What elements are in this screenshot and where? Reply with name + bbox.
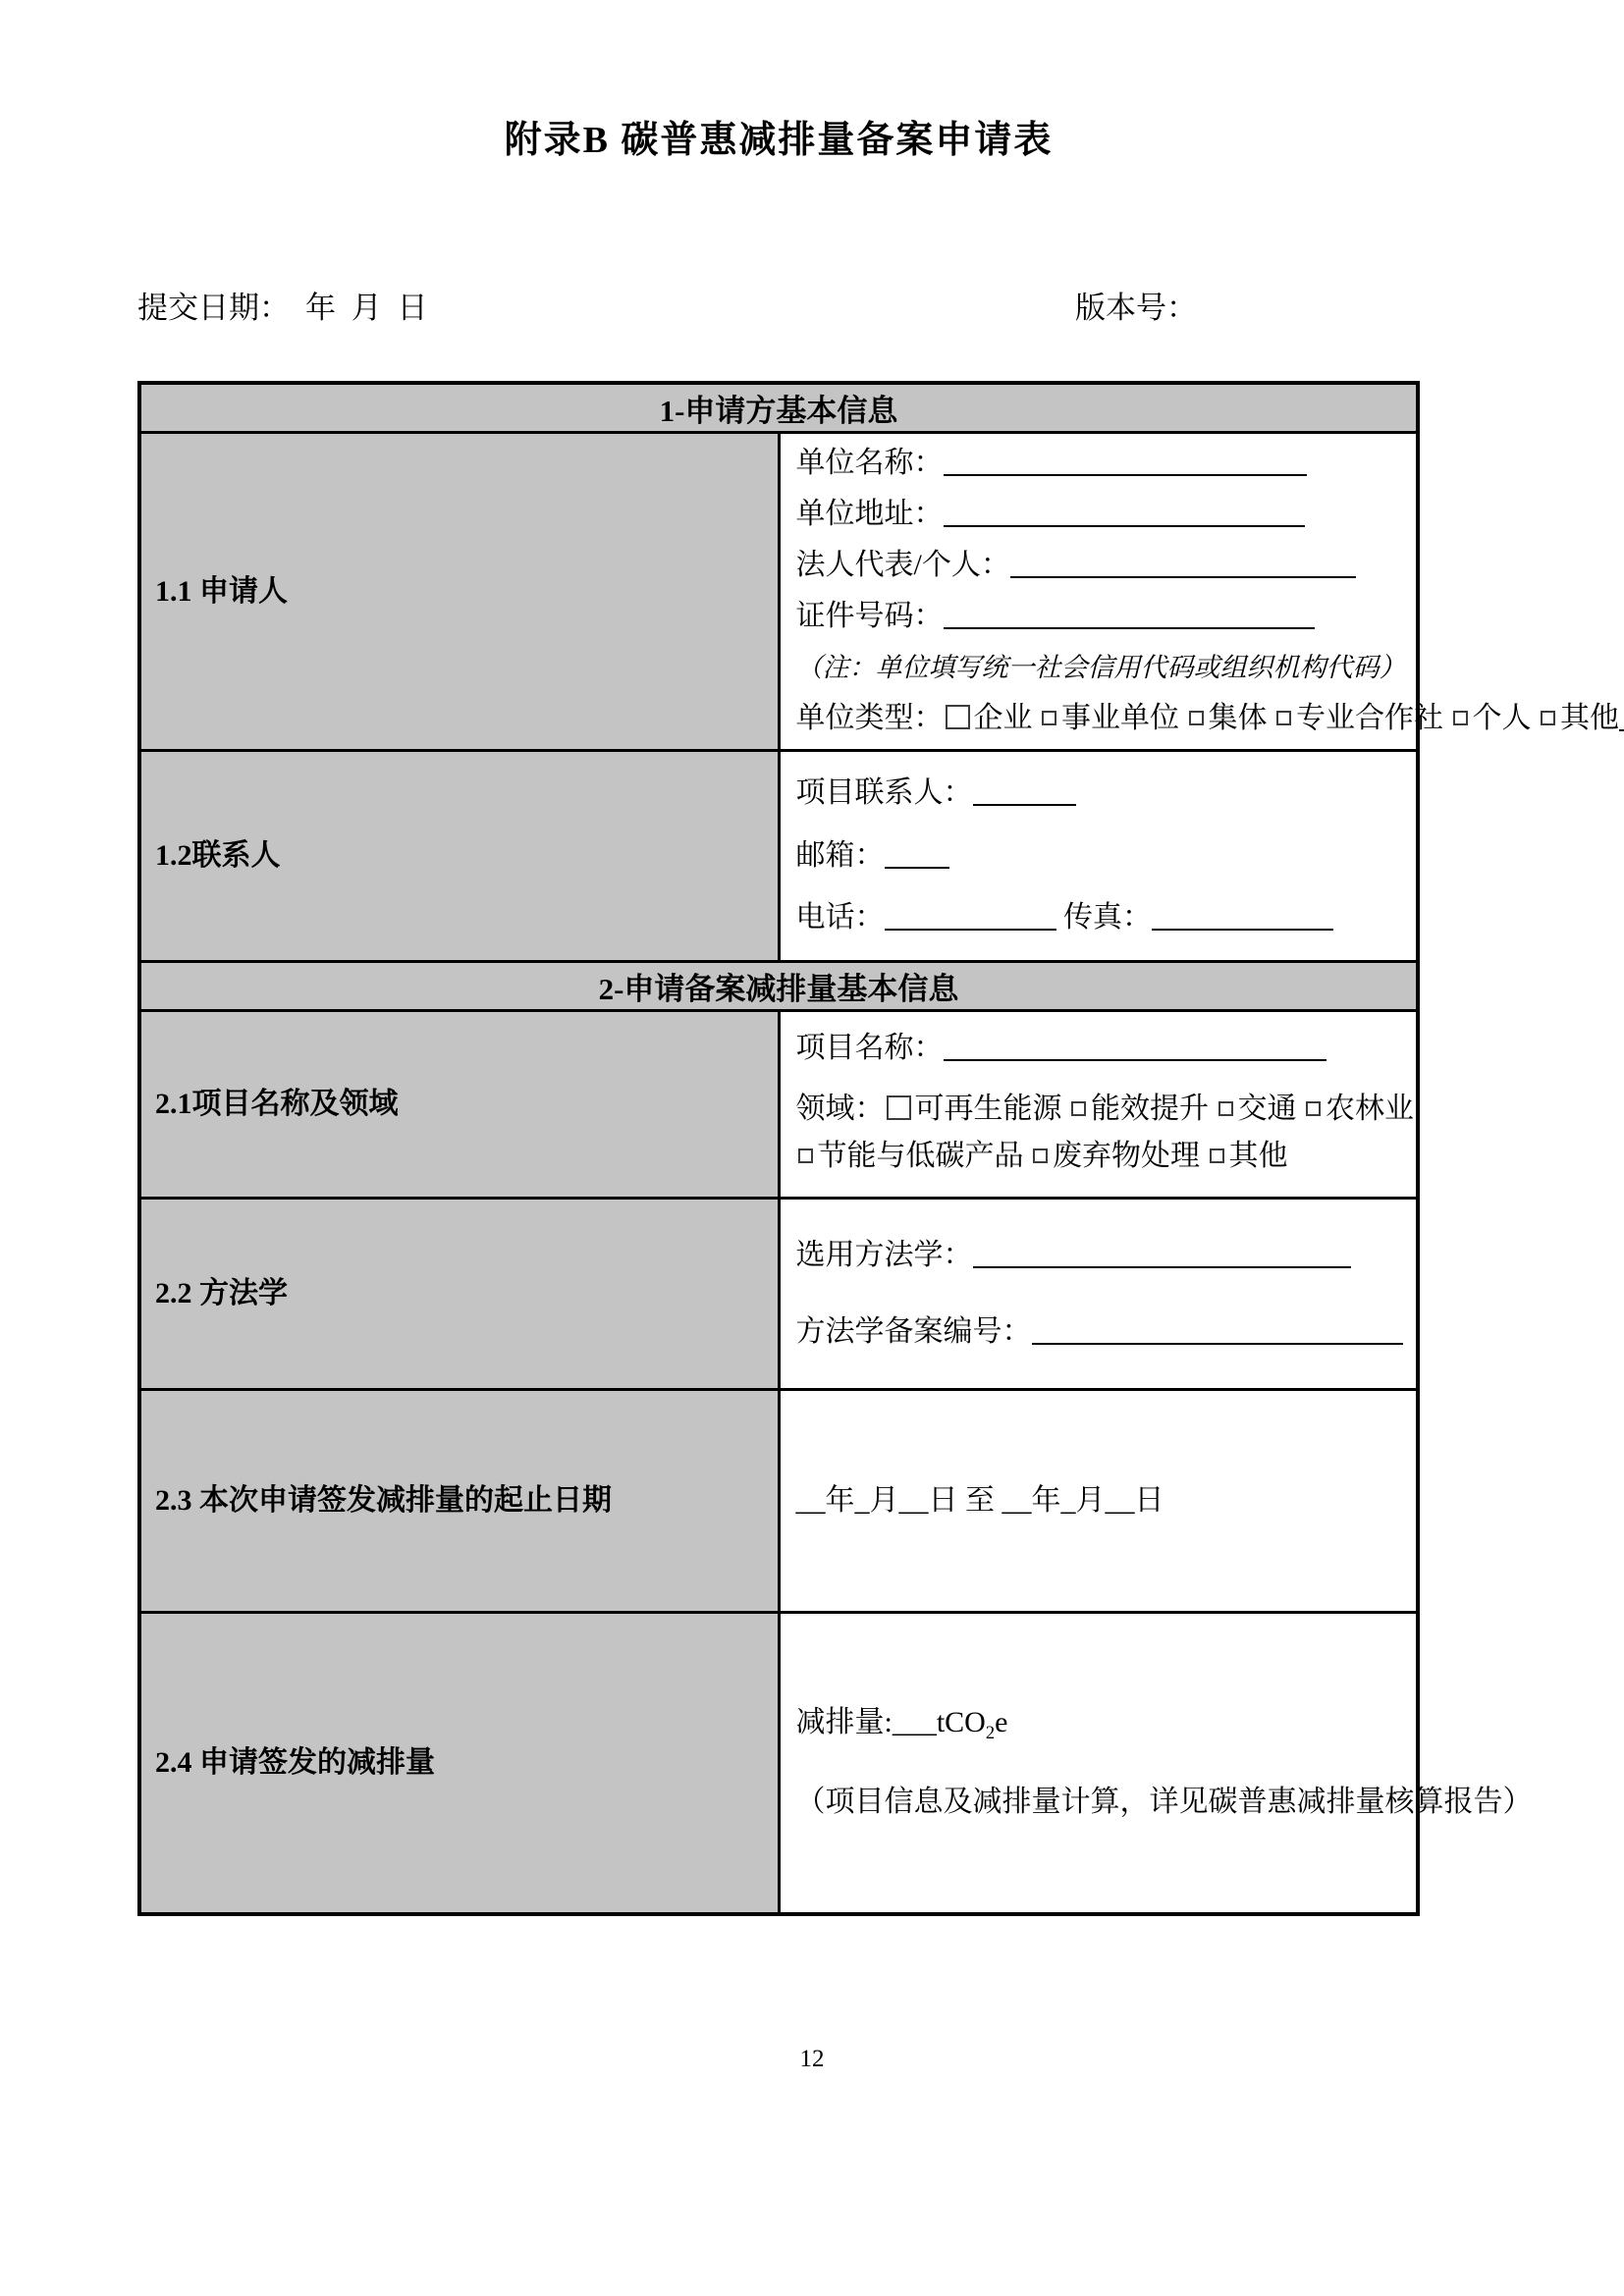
field-text: 个人 [1472, 701, 1539, 734]
blank-line [944, 625, 1315, 629]
row-reduction-amount-label: 2.4 申请签发的减排量 [139, 1612, 779, 1914]
subscript-text: 2 [985, 1723, 996, 1743]
field-text: 废弃物处理 [1053, 1139, 1208, 1172]
row-contact-label: 1.2联系人 [139, 750, 779, 961]
row-applicant-label: 1.1 申请人 [139, 432, 779, 750]
field-company-address [781, 494, 1417, 535]
field-text: 单位名称： [795, 447, 944, 480]
field-project-name [781, 1028, 1417, 1069]
blank-line [1010, 574, 1356, 578]
field-text: （项目信息及减排量计算，详见碳普惠减排量核算报告） [795, 1786, 1533, 1818]
checkbox-icon [1189, 711, 1204, 725]
note-reduction-report [781, 1782, 1533, 1823]
row-crediting-period-label: 2.3 本次申请签发减排量的起止日期 [139, 1389, 779, 1612]
submit-date-label: 提交日期： [137, 291, 290, 325]
field-text: 能效提升 [1091, 1092, 1217, 1125]
note-credit-code [781, 647, 1417, 688]
row-crediting-period-content [779, 1389, 1418, 1612]
page-title: 附录B 碳普惠减排量备案申请表 [504, 120, 1054, 161]
checkbox-icon [1042, 711, 1056, 725]
checkbox-icon [1276, 711, 1291, 725]
field-text: 单位地址： [795, 498, 944, 531]
row-project-name-sector-label: 2.1项目名称及领域 [139, 1010, 779, 1198]
field-text: 项目名称： [795, 1032, 944, 1065]
field-legal-representative [781, 545, 1417, 586]
section-1-header-row [139, 383, 1418, 432]
blank-line [944, 1057, 1326, 1061]
meta-row [137, 283, 1420, 324]
field-project-contact [781, 773, 1417, 814]
row-crediting-period [139, 1389, 1418, 1612]
checkbox-icon [1071, 1101, 1086, 1116]
field-methodology [781, 1235, 1417, 1276]
blank-line [885, 865, 949, 869]
field-text: __年_月__日 至 __年_月__日 [795, 1483, 1164, 1517]
version-label: 版本号： [1075, 291, 1197, 325]
checkbox-icon [1218, 1101, 1233, 1116]
field-company-name [781, 443, 1417, 484]
row-methodology [139, 1198, 1418, 1389]
field-text: 选用方法学： [795, 1238, 973, 1271]
blank-line [973, 802, 1076, 806]
checkbox-icon [946, 705, 970, 729]
field-text: 交通 [1237, 1092, 1304, 1125]
checkbox-icon [1033, 1148, 1048, 1163]
field-text: 电话： [795, 901, 885, 934]
section-1-header: 1-申请方基本信息 [139, 383, 1418, 432]
field-phone-fax [781, 897, 1417, 938]
field-text: 领域： [795, 1092, 885, 1125]
field-text: 节能与低碳产品 [817, 1139, 1031, 1172]
row-applicant [139, 432, 1418, 750]
section-2-header: 2-申请备案减排量基本信息 [139, 961, 1418, 1010]
checkbox-icon [1453, 711, 1468, 725]
field-text: 单位类型： [795, 701, 944, 734]
row-reduction-amount [139, 1612, 1418, 1914]
field-text: 其他 [1560, 701, 1619, 734]
field-text: 事业单位 [1061, 701, 1187, 734]
document-page [137, 0, 1619, 1916]
field-text: 邮箱： [795, 838, 885, 872]
row-project-name-sector [139, 1010, 1418, 1198]
submit-date-value: 年 月 日 [305, 291, 432, 325]
checkbox-icon [798, 1148, 813, 1163]
field-crediting-period [781, 1480, 1417, 1522]
blank-line [1032, 1341, 1403, 1345]
field-email [781, 835, 1417, 877]
note-text: （注：单位填写统一社会信用代码或组织机构代码） [795, 652, 1406, 682]
field-text: 项目联系人： [795, 776, 973, 809]
section-2-header-row [139, 961, 1418, 1010]
field-id-number [781, 596, 1417, 637]
field-company-type [781, 698, 1619, 739]
row-contact [139, 750, 1418, 961]
field-reduction-amount [781, 1702, 1417, 1754]
field-methodology-number [781, 1311, 1417, 1353]
row-methodology-content [779, 1198, 1418, 1389]
field-text: 企业 [973, 701, 1040, 734]
checkbox-icon [1306, 1101, 1321, 1116]
field-text: e [995, 1706, 1008, 1738]
blank-line [944, 472, 1307, 476]
field-text: 其他 [1228, 1139, 1288, 1172]
field-text: 农林业 [1326, 1092, 1414, 1125]
field-text: 证件号码： [795, 599, 944, 632]
page-number: 12 [799, 2045, 825, 2072]
checkbox-icon [887, 1095, 911, 1120]
row-methodology-label: 2.2 方法学 [139, 1198, 779, 1389]
blank-line [944, 523, 1305, 527]
row-contact-content [779, 750, 1418, 961]
application-form-table [137, 381, 1619, 1916]
row-applicant-content [779, 432, 1619, 750]
blank-line [1152, 927, 1333, 931]
blank-line [885, 927, 1056, 931]
row-project-name-sector-content [779, 1010, 1418, 1198]
row-reduction-amount-content [779, 1612, 1533, 1914]
blank-line [973, 1264, 1351, 1268]
checkbox-icon [1541, 711, 1555, 725]
checkbox-icon [1210, 1148, 1224, 1163]
field-sector [781, 1086, 1417, 1180]
field-text: 集体 [1208, 701, 1274, 734]
field-text: 传真： [1056, 901, 1152, 934]
field-text: 可再生能源 [914, 1092, 1069, 1125]
field-text: 方法学备案编号： [795, 1314, 1032, 1348]
blank-line [1619, 727, 1624, 731]
field-text: 减排量:___tCO [795, 1706, 986, 1738]
field-text: 法人代表/个人： [795, 549, 1010, 582]
field-text: 专业合作社 [1296, 701, 1451, 734]
